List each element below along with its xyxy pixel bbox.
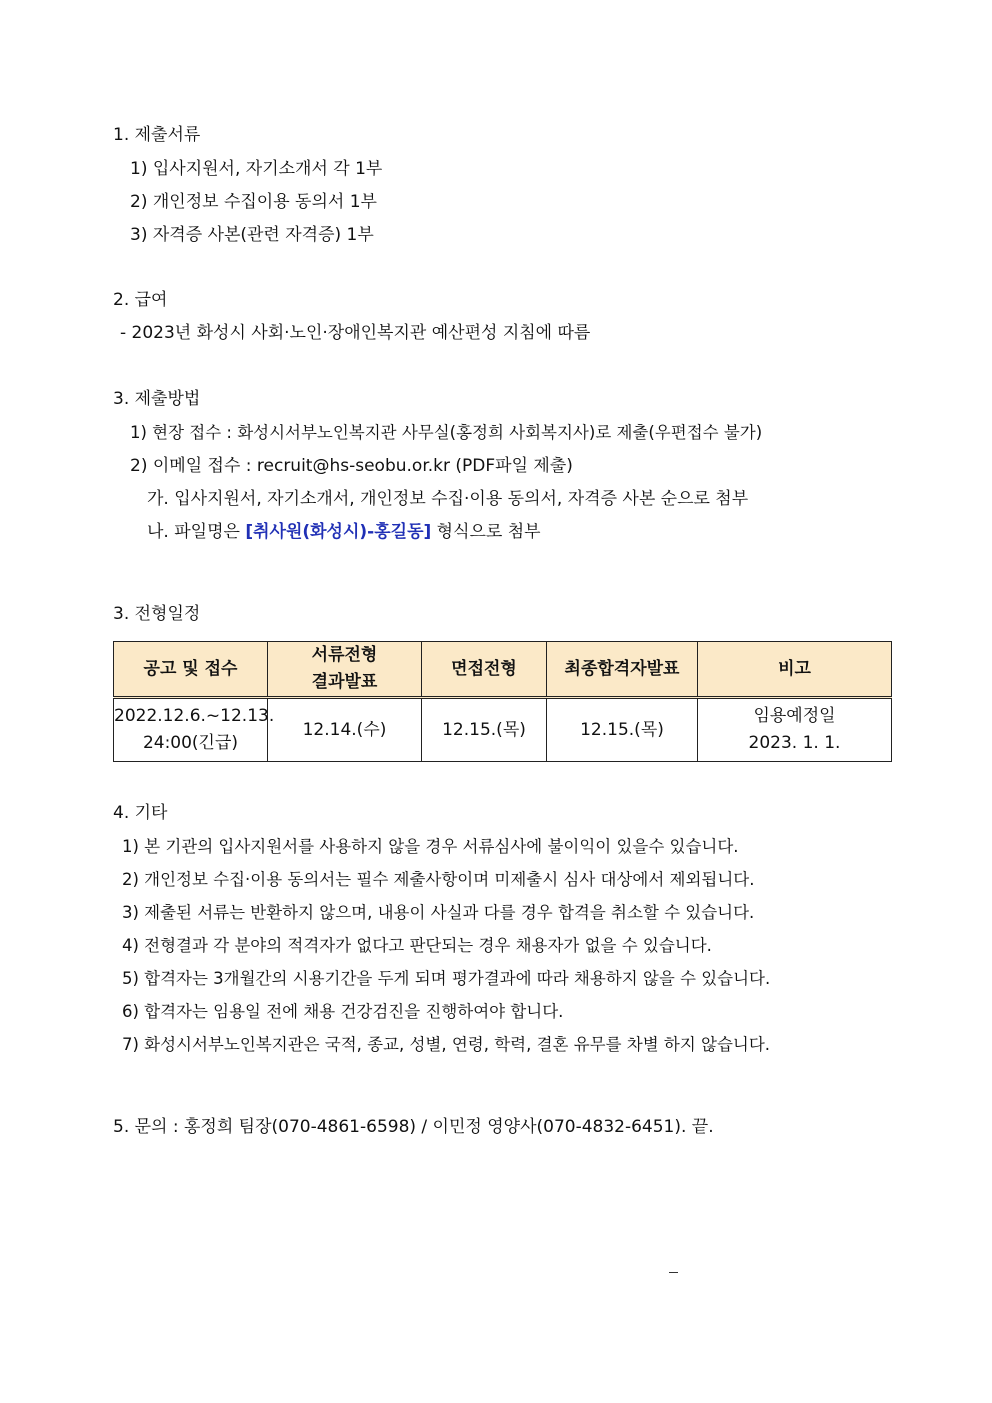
submission-filename-note xyxy=(147,521,541,543)
header-final-result: 최종합격자발표 xyxy=(547,642,698,698)
header-document-result: 서류전형 결과발표 xyxy=(268,642,422,698)
filename-suffix: 형식으로 첨부 xyxy=(431,522,541,542)
section-title-schedule: 3. 전형일정 xyxy=(113,604,201,624)
submission-email-order: 가. 입사지원서, 자기소개서, 개인정보 수집·이용 동의서, 자격증 사본 순으로 첨부 xyxy=(147,489,749,509)
section-title-other: 4. 기타 xyxy=(113,803,168,823)
contact-line: 5. 문의 : 홍정희 팀장(070-4861-6598) / 이민정 영양사(070-4832-6451). 끝. xyxy=(113,1117,714,1137)
document-item: 3) 자격증 사본(관련 자격증) 1부 xyxy=(130,225,374,245)
other-item: 3) 제출된 서류는 반환하지 않으며, 내용이 사실과 다를 경우 합격을 취소할 수 있습니다. xyxy=(122,903,755,922)
salary-note: - 2023년 화성시 사회·노인·장애인복지관 예산편성 지침에 따름 xyxy=(120,323,591,343)
other-item: 6) 합격자는 임용일 전에 채용 건강검진을 진행하여야 합니다. xyxy=(122,1002,564,1021)
other-item: 4) 전형결과 각 분야의 적격자가 없다고 판단되는 경우 채용자가 없을 수 있습니다. xyxy=(122,936,712,955)
schedule-header-row xyxy=(114,642,892,698)
other-item: 5) 합격자는 3개월간의 시용기간을 두게 되며 평가결과에 따라 채용하지 않을 수 있습니다. xyxy=(122,969,771,988)
schedule-table xyxy=(113,641,892,762)
document-item: 1) 입사지원서, 자기소개서 각 1부 xyxy=(130,159,383,179)
header-remarks: 비고 xyxy=(698,642,892,698)
section-title-documents: 1. 제출서류 xyxy=(113,125,201,145)
submission-onsite: 1) 현장 접수 : 화성시서부노인복지관 사무실(홍정희 사회복지사)로 제출(우편접수 불가) xyxy=(130,423,763,442)
other-item: 1) 본 기관의 입사지원서를 사용하지 않을 경우 서류심사에 불이익이 있을수 있습니다. xyxy=(122,837,739,856)
cell-interview: 12.15.(목) xyxy=(422,698,547,762)
other-item: 2) 개인정보 수집·이용 동의서는 필수 제출사항이며 미제출시 심사 대상에서 제외됩니다. xyxy=(122,870,755,889)
section-title-salary: 2. 급여 xyxy=(113,290,168,310)
header-announcement: 공고 및 접수 xyxy=(114,642,268,698)
schedule-row xyxy=(114,698,892,762)
header-interview: 면접전형 xyxy=(422,642,547,698)
filename-prefix: 나. 파일명은 xyxy=(147,522,246,542)
other-item: 7) 화성시서부노인복지관은 국적, 종교, 성별, 연령, 학력, 결혼 유무를 차별 하지 않습니다. xyxy=(122,1035,771,1054)
filename-format: [취사원(화성시)-홍길동] xyxy=(245,522,432,542)
submission-email: 2) 이메일 접수 : recruit@hs-seobu.or.kr (PDF파일 제출) xyxy=(130,456,573,476)
section-title-submission: 3. 제출방법 xyxy=(113,389,201,409)
page-dash-mark xyxy=(669,1272,678,1273)
document-item: 2) 개인정보 수집이용 동의서 1부 xyxy=(130,192,377,212)
cell-document-result: 12.14.(수) xyxy=(268,698,422,762)
cell-remarks: 임용예정일 2023. 1. 1. xyxy=(698,698,892,762)
cell-announcement: 2022.12.6.~12.13. 24:00(긴급) xyxy=(114,698,268,762)
cell-final-result: 12.15.(목) xyxy=(547,698,698,762)
